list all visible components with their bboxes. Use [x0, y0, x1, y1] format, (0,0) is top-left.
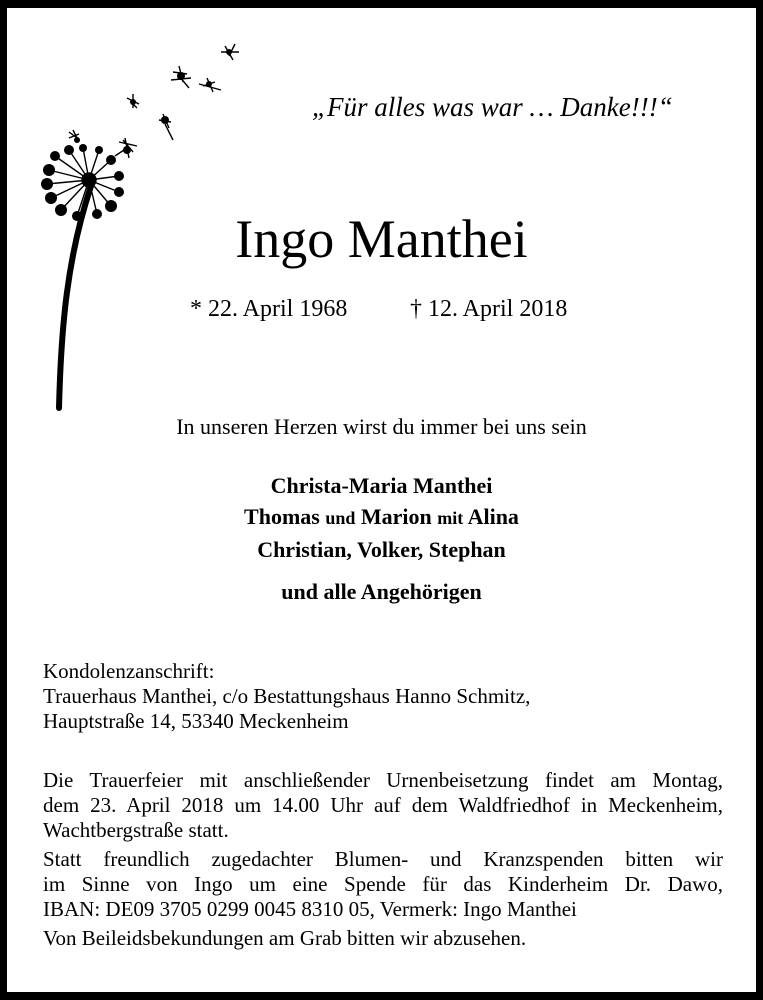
family-conjunction-und: und	[325, 508, 356, 528]
donation-line-3: IBAN: DE09 3705 0299 0045 8310 05, Vermerk: Ingo Manthei	[43, 897, 577, 921]
ceremony-line-3: Wachtbergstraße statt.	[43, 818, 229, 842]
memorial-verse: In unseren Herzen wirst du immer bei uns sein	[176, 414, 587, 439]
condolence-address	[43, 659, 723, 734]
deceased-name: Ingo Manthei	[235, 209, 528, 269]
family-name-marion: Marion	[360, 504, 432, 529]
condolence-line-2: Hauptstraße 14, 53340 Meckenheim	[43, 709, 349, 733]
condolence-label: Kondolenzanschrift:	[43, 659, 215, 683]
motto-quote: „Für alles was war … Danke!!!“	[312, 92, 673, 122]
family-signatures	[7, 470, 756, 607]
condolence-note: Von Beileidsbekundungen am Grab bitten wir abzusehen.	[43, 926, 527, 950]
ceremony-line-2: dem 23. April 2018 um 14.00 Uhr auf dem Waldfriedhof in Meckenheim,	[43, 793, 723, 817]
family-line-4: und alle Angehörigen	[281, 579, 482, 604]
death-date: † 12. April 2018	[410, 296, 568, 322]
family-line-1: Christa-Maria Manthei	[270, 473, 493, 498]
family-line-3: Christian, Volker, Stephan	[257, 537, 506, 562]
condolence-line-1: Trauerhaus Manthei, c/o Bestattungshaus Hanno Schmitz,	[43, 684, 531, 708]
family-name-thomas: Thomas	[244, 504, 320, 529]
ceremony-info	[43, 768, 723, 951]
ceremony-line-1: Die Trauerfeier mit anschließender Urnenbeisetzung findet am Montag,	[43, 768, 723, 792]
family-line-2	[7, 501, 756, 534]
family-name-alina: Alina	[467, 504, 519, 529]
obituary-page	[7, 8, 756, 992]
birth-date: * 22. April 1968	[190, 296, 348, 322]
donation-line-2: im Sinne von Ingo um eine Spende für das Kinderheim Dr. Dawo,	[43, 872, 723, 896]
family-conjunction-mit: mit	[437, 508, 464, 528]
donation-line-1: Statt freundlich zugedachter Blumen- und Kranzspenden bitten wir	[43, 847, 723, 871]
